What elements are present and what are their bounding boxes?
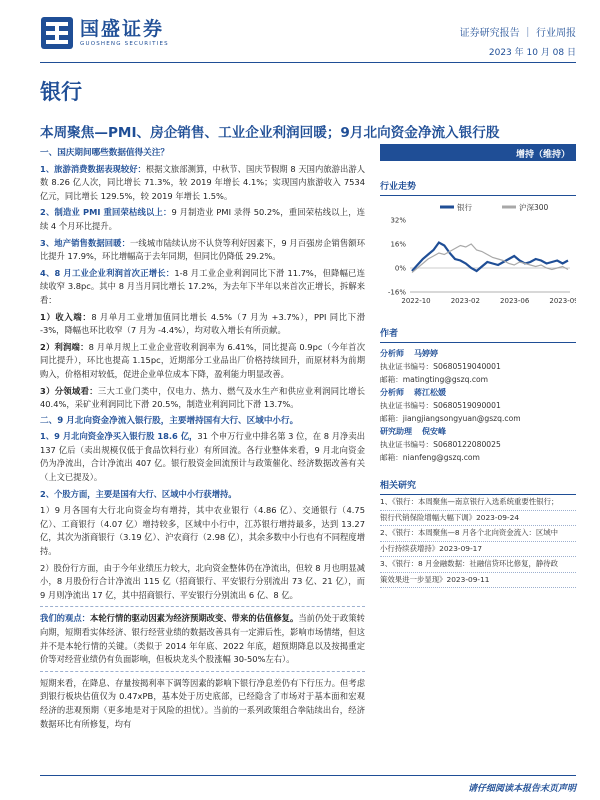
- paragraph: [40, 267, 365, 308]
- related-item[interactable]: 2、《银行：本周聚焦—8 月各个北向资金流入：区域中: [380, 526, 576, 542]
- paragraph-text: 根据文旅部测算，中秋节、国庆节假期 8 天国内旅游出游人数 8.26 亿人次，同比增长 71.3%，较 2019 年增长 4.1%；实现国内旅游收入 7534 亿元，同比增长 129.5%，较 2019 年增长 1.5%。: [40, 163, 365, 201]
- related-title: 相关研究: [380, 478, 576, 495]
- paragraph: [40, 311, 365, 338]
- paragraph: [40, 488, 365, 502]
- footer-disclaimer[interactable]: 请仔细阅读本报告末页声明: [40, 775, 576, 794]
- author-name: 马婷婷: [414, 349, 438, 358]
- paragraph: [40, 237, 365, 264]
- main-body: [40, 144, 365, 734]
- paragraph-lead: 1）收入端：: [40, 311, 92, 322]
- y-tick-label: 32%: [390, 216, 406, 225]
- paragraph-text: 当前仍处于政策转向期，短期看实体经济、银行经营业绩的数据改善具有一定滞后性，影响市场情绪，但这并不是本轮行情的关键。（类似于 2014 年年底、2022 年底，超预期降息以及按揭重定价等对经营业绩仍有负面影响，但板块龙头个股涨幅 30-50%左右）。: [40, 613, 365, 665]
- x-tick-label: 2023-09: [549, 297, 576, 305]
- header-divider: [40, 62, 576, 63]
- author-role: 分析师: [380, 349, 404, 358]
- trend-chart-svg: [380, 200, 576, 308]
- paragraph: [40, 206, 365, 233]
- sidebar: [380, 144, 576, 588]
- industry-title: 银行: [40, 80, 82, 104]
- report-date: 2023 年 10 月 08 日: [488, 48, 576, 58]
- author-role: 分析师: [380, 388, 404, 397]
- legend-label: 银行: [457, 203, 472, 212]
- section-heading: 一、国庆期间哪些数据值得关注？: [40, 148, 169, 158]
- paragraph-text: 1-8 月工业企业利润同比下滑 11.7%，但降幅已连续收窄 3.8pc。其中 8 月当月同比增长 17.2%，为去年下半年以来首次正增长，拆解来看：: [40, 267, 365, 305]
- y-tick-label: 0%: [394, 264, 406, 273]
- paragraph: [40, 430, 365, 484]
- author-name: 倪安峰: [422, 427, 446, 436]
- paragraph-text: 8 月单月规上工业企业营收利润率为 6.41%，同比提高 0.9pc（今年首次同比提升），环比也提高 1.15pc，近期部分工业品出厂价格持续回升，而原材料为前期购入，价格相对较低，促进企业单位成本下降，盈利能力明显改善。: [40, 341, 365, 379]
- section-divider: [40, 606, 365, 607]
- paragraph-lead: 我们的观点：: [40, 613, 90, 624]
- section-divider: [40, 671, 365, 672]
- y-tick-label: 16%: [390, 240, 406, 249]
- author-entry: [380, 386, 576, 425]
- author-email[interactable]: 邮箱：nianfeng@gszq.com: [380, 453, 480, 462]
- paragraph: 1）9 月各国有大行北向资金均有增持，其中农业银行（4.86 亿）、交通银行（4.75 亿）、工商银行（4.07 亿）增持较多，区域中小行中，江苏银行增持最多，达到 13.27 亿，其次为浙商银行（3.19 亿）、沪农商行（2.98 亿），其余多数中小行也有不同程度增持。: [40, 505, 365, 557]
- related-item[interactable]: 1、《银行：本周聚焦—南京银行入选系统重要性银行；: [380, 495, 576, 511]
- trend-title: 行业走势: [380, 179, 576, 196]
- paragraph-emphasis: 本轮行情的驱动因素为经济预期改变、带来的估值修复。: [90, 613, 299, 624]
- y-tick-label: -16%: [387, 288, 406, 297]
- author-cert: 执业证书编号：S0680122080025: [380, 440, 501, 449]
- paragraph: 2）股份行方面，由于今年业绩压力较大，北向资金整体仍在净流出，但较 8 月也明显减小，8 月股份行合计净流出 115 亿（招商银行、平安银行分别流出 73 亿、21 亿），而 9 月则净流出 17 亿，其中招商银行、平安银行分别流出 6 亿、8 亿。: [40, 562, 365, 600]
- paragraph-text: 一线城市陆续认房不认贷等利好因素下，9 月百强房企销售额环比提升 17.9%，环比增幅高于去年同期，但同比仍降低 29.2%。: [40, 237, 365, 262]
- section-heading: 二、9 月北向资金净流入银行股，主要增持国有大行、区域中小行。: [40, 415, 299, 426]
- author-name: 蒋江松媛: [414, 388, 446, 397]
- paragraph-text: 8 月单月工业增加值同比增长 4.5%（7 月为 +3.7%），PPI 同比下滑 -3%，降幅也环比收窄（7 月为 -4.4%），均对收入增长有所贡献。: [40, 311, 365, 336]
- author-cert: 执业证书编号：S0680519040001: [380, 362, 501, 371]
- x-tick-label: 2023-06: [500, 297, 530, 305]
- paragraph-lead: 4、8 月工业企业利润首次正增长：: [40, 267, 175, 278]
- related-item[interactable]: 3、《银行：8 月金融数据：社融信贷环比修复，静待政: [380, 557, 576, 573]
- paragraph: 短期来看，在降息、存量按揭利率下调等因素的影响下银行净息差仍有下行压力。但考虑到银行板块估值仅为 0.47xPB，基本处于历史底部，已经隐含了市场对于基本面和宏观经济的悲观预期（更多地是对于风险的担忧）。当前的一系列政策组合拳陆续出台，经济数据环比有所修复，均有: [40, 677, 365, 729]
- author-cert: 执业证书编号：S0680519090001: [380, 401, 501, 410]
- related-item[interactable]: 银行代销保险增幅大幅下调》2023-09-24: [380, 511, 576, 527]
- paragraph-text: 三大工业门类中，仅电力、热力、燃气及水生产和供应业利润同比增长 40.4%，采矿业利润同比下滑 20.5%，制造业利润同比下滑 13.7%。: [40, 385, 365, 410]
- author-role: 研究助理: [380, 427, 412, 436]
- author-title: 作者: [380, 326, 576, 343]
- paragraph-lead: 3、地产销售数据回暖：: [40, 237, 130, 248]
- paragraph-text: 9 月制造业 PMI 录得 50.2%，重回荣枯线以上，连续 4 个月环比提升。: [40, 207, 365, 231]
- paragraph-lead: 1、旅游消费数据表现较好：: [40, 163, 146, 174]
- company-name: 国盛证券: [80, 18, 165, 40]
- author-entry: [380, 425, 576, 464]
- x-tick-label: 2022-10: [401, 297, 431, 305]
- related-list: [380, 495, 576, 588]
- trend-chart: [380, 200, 576, 310]
- paragraph-lead: 2、制造业 PMI 重回荣枯线以上：: [40, 207, 172, 218]
- legend-label: 沪深300: [519, 203, 549, 212]
- paragraph-lead: 2、个股方面，主要是国有大行、区域中小行获增持。: [40, 488, 237, 499]
- company-name-en: GUOSHENG SECURITIES: [80, 41, 169, 47]
- author-entry: [380, 347, 576, 386]
- author-email[interactable]: 邮箱：matingting@gszq.com: [380, 375, 489, 384]
- paragraph: [40, 612, 365, 666]
- x-tick-label: 2023-02: [450, 297, 480, 305]
- related-item[interactable]: 策效果进一步显现》2023-09-11: [380, 573, 576, 589]
- paragraph: [40, 385, 365, 412]
- paragraph-lead: 2）利润端：: [40, 341, 89, 352]
- report-headline: 本周聚焦—PMI、房企销售、工业企业利润回暖；9月北向资金净流入银行股: [40, 125, 500, 141]
- paragraph: [40, 341, 365, 382]
- rating-badge: 增持（维持）: [380, 144, 576, 161]
- author-list: [380, 347, 576, 464]
- company-logo: [40, 16, 169, 50]
- related-item[interactable]: 小行持续获增持》2023-09-17: [380, 542, 576, 558]
- logo-mark-icon: [40, 16, 74, 50]
- report-type: 证券研究报告 ｜ 行业周报: [459, 28, 576, 39]
- paragraph: [40, 163, 365, 204]
- paragraph-lead: 3）分领域看：: [40, 385, 98, 396]
- author-email[interactable]: 邮箱：jiangjiangsongyuan@gszq.com: [380, 414, 521, 423]
- paragraph-lead: 1、9 月北向资金净买入银行股 18.6 亿，: [40, 431, 198, 442]
- paragraph-text: 31 个申万行业中排名第 3 位，在 8 月净卖出 137 亿后（卖出规模仅低于食品饮料行业）有所回流。各行业整体来看，9 月北向资金仍为净流出，合计净流出 407 亿。银行股资金回流预计与政策催化、经济数据改善有关（上文已提及）。: [40, 431, 365, 483]
